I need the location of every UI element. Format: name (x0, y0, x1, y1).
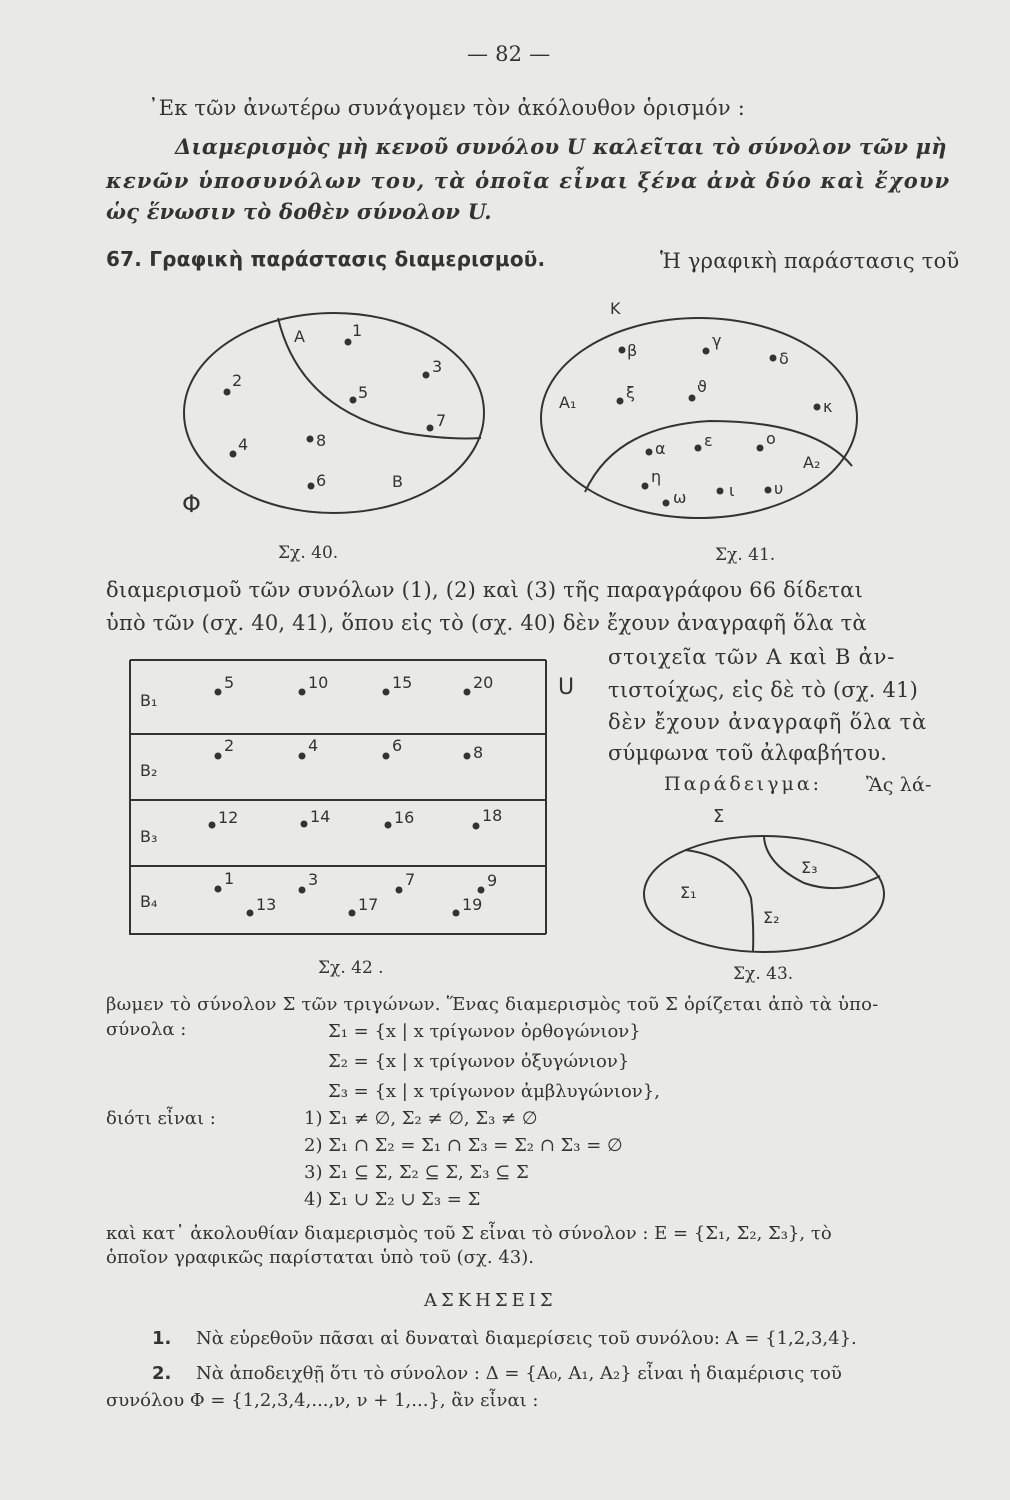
point-label-theta: ϑ (697, 377, 707, 396)
label-u: U (558, 675, 575, 700)
figure-42 (126, 652, 592, 942)
section-heading: 67. Γραφικὴ παράστασις διαμερισμοῦ. (106, 247, 546, 271)
label-b: B (392, 472, 403, 491)
conclusion-line-2: ὁποῖον γραφικῶς παρίσταται ὑπὸ τοῦ (σχ. 43). (106, 1247, 534, 1268)
exercise-2-text: Νὰ ἀποδειχθῇ ὅτι τὸ σύνολον : Δ = {A₀, A₁, A₂} εἶναι ἡ διαμέρισις τοῦ (196, 1363, 842, 1384)
point-label-1: 1 (352, 321, 363, 340)
label-a2: A₂ (803, 453, 821, 472)
conclusion-line-1: καὶ κατ᾿ ἀκολουθίαν διαμερισμὸς τοῦ Σ εἶναι τὸ σύνολον : E = {Σ₁, Σ₂, Σ₃}, τὸ (106, 1223, 832, 1244)
point-label-3: 3 (432, 357, 443, 376)
intro-line: ᾿Εκ τῶν ἀνωτέρω συνάγομεν τὸν ἀκόλουθον ὁρισμόν : (148, 96, 746, 120)
exercise-1-number: 1. (152, 1328, 172, 1349)
b2-point-4: 8 (473, 743, 484, 762)
label-b3: B₃ (140, 827, 158, 846)
b2-point-3: 6 (392, 736, 403, 755)
set-sigma3: Σ₃ = {x | x τρίγωνον ἀμβλυγώνιον}, (328, 1081, 660, 1102)
point-omega (663, 500, 670, 507)
set-sigma1: Σ₁ = {x | x τρίγωνον ὀρθογώνιον} (328, 1021, 641, 1042)
point-4 (230, 451, 237, 458)
para-right-1: στοιχεῖα τῶν Α καὶ Β ἀν- (608, 645, 896, 669)
definition-line-3: ὡς ἕνωσιν τὸ δοθὲν σύνολον U. (106, 199, 492, 224)
label-sigma1: Σ₁ (680, 883, 697, 902)
fig41-caption: Σχ. 41. (715, 545, 776, 565)
label-b4: B₄ (140, 892, 158, 911)
point-xi (617, 398, 624, 405)
b3-point-2: 14 (310, 807, 331, 826)
b4-point-6: 17 (358, 895, 379, 914)
definition-line-2: κενῶν ὑποσυνόλων του, τὰ ὁποῖα εἶναι ξένα ἀνὰ δύο καὶ ἔχουν (106, 168, 951, 193)
point-epsilon (695, 445, 702, 452)
fig43-caption: Σχ. 43. (733, 964, 794, 984)
label-sigma: Σ (713, 806, 725, 827)
para-right-2: τιστοίχως, εἰς δὲ τὸ (σχ. 41) (608, 678, 919, 702)
point-label-iota: ι (729, 481, 735, 500)
fig42-caption: Σχ. 42 . (318, 958, 384, 978)
point-delta (770, 355, 777, 362)
point-label-2: 2 (232, 371, 243, 390)
example-label: Παράδειγμα: (664, 773, 823, 795)
definition-line-1: Διαμερισμὸς μὴ κενοῦ συνόλου U καλεῖται τὸ σύνολον τῶν μὴ (175, 134, 947, 159)
point-omicron (757, 445, 764, 452)
point-label-4: 4 (238, 435, 249, 454)
b1-point-3: 15 (392, 673, 413, 692)
point-alpha (646, 449, 653, 456)
point-beta (619, 347, 626, 354)
exercise-2-continuation: συνόλου Φ = {1,2,3,4,...,ν, ν + 1,...}, ἂν εἶναι : (106, 1390, 539, 1411)
partition-curve (278, 318, 481, 438)
point-label-delta: δ (779, 349, 789, 368)
label-a1: A₁ (559, 393, 577, 412)
b2-point-1: 2 (224, 736, 235, 755)
b1-point-4: 20 (473, 673, 494, 692)
para2-line-2: σύνολα : (106, 1019, 187, 1040)
page-number: — 82 — (467, 42, 551, 66)
point-label-eta: η (651, 467, 662, 486)
b4-point-3: 7 (405, 870, 416, 889)
point-label-omicron: ο (766, 429, 776, 448)
label-sigma3: Σ₃ (801, 858, 818, 877)
b4-point-5: 13 (256, 895, 277, 914)
section-text: Ἡ γραφικὴ παράστασις τοῦ (660, 249, 960, 273)
point-label-upsilon: υ (774, 479, 784, 498)
condition-3: 3) Σ₁ ⊆ Σ, Σ₂ ⊆ Σ, Σ₃ ⊆ Σ (304, 1162, 529, 1183)
exercise-1-text: Νὰ εὑρεθοῦν πᾶσαι αἱ δυναταὶ διαμερίσεις τοῦ συνόλου: A = {1,2,3,4}. (196, 1328, 857, 1349)
exercises-title: ΑΣΚΗΣΕΙΣ (424, 1290, 557, 1311)
partition-curve-1 (764, 837, 880, 888)
b1-point-2: 10 (308, 673, 329, 692)
point-label-xi: ξ (626, 383, 635, 402)
point-label-7: 7 (436, 411, 447, 430)
point-gamma (703, 348, 710, 355)
point-5 (350, 397, 357, 404)
point-1 (345, 339, 352, 346)
point-6 (308, 483, 315, 490)
b3-point-1: 12 (218, 808, 239, 827)
b4-point-2: 3 (308, 870, 319, 889)
label-phi: Φ (182, 490, 201, 518)
fig40-caption: Σχ. 40. (278, 543, 339, 563)
exercise-2-number: 2. (152, 1363, 172, 1384)
b4-point-4: 9 (487, 871, 498, 890)
point-theta (689, 395, 696, 402)
para-right-3: δὲν ἔχουν ἀναγραφῆ ὅλα τὰ (608, 710, 927, 734)
para2-line-1: βωμεν τὸ σύνολον Σ τῶν τριγώνων. Ἕνας διαμερισμὸς τοῦ Σ ὁρίζεται ἀπὸ τὰ ὑπο- (106, 994, 879, 1015)
label-a: A (294, 327, 305, 346)
set-sigma2: Σ₂ = {x | x τρίγωνον ὀξυγώνιον} (328, 1051, 630, 1072)
point-label-omega: ω (673, 488, 687, 507)
point-label-alpha: α (655, 439, 666, 458)
point-label-8: 8 (316, 431, 327, 450)
b2-point-2: 4 (308, 736, 319, 755)
figure-43 (636, 800, 896, 962)
b4-point-1: 1 (224, 869, 235, 888)
para-line-1: διαμερισμοῦ τῶν συνόλων (1), (2) καὶ (3) τῆς παραγράφου 66 δίδεται (106, 578, 863, 602)
b3-point-4: 18 (482, 806, 503, 825)
condition-2: 2) Σ₁ ∩ Σ₂ = Σ₁ ∩ Σ₃ = Σ₂ ∩ Σ₃ = ∅ (304, 1135, 623, 1156)
dioti-label: διότι εἶναι : (106, 1108, 216, 1129)
condition-1: 1) Σ₁ ≠ ∅, Σ₂ ≠ ∅, Σ₃ ≠ ∅ (304, 1108, 538, 1129)
point-iota (717, 488, 724, 495)
point-label-gamma: γ (712, 331, 722, 350)
para-line-2: ὑπὸ τῶν (σχ. 40, 41), ὅπου εἰς τὸ (σχ. 40) δὲν ἔχουν ἀναγραφῆ ὅλα τὰ (106, 611, 867, 635)
b1-point-1: 5 (224, 673, 235, 692)
point-label-beta: β (627, 341, 638, 360)
point-kappa (814, 404, 821, 411)
point-3 (423, 372, 430, 379)
point-eta (642, 483, 649, 490)
condition-4: 4) Σ₁ ∪ Σ₂ ∪ Σ₃ = Σ (304, 1189, 481, 1210)
b4-point-7: 19 (462, 895, 483, 914)
point-7 (427, 425, 434, 432)
point-8 (307, 436, 314, 443)
set-k-ellipse (541, 318, 857, 518)
point-label-epsilon: ε (704, 431, 713, 450)
example-start: Ἂς λά- (866, 774, 932, 796)
b3-point-3: 16 (394, 808, 415, 827)
point-2 (224, 389, 231, 396)
label-k: K (610, 299, 621, 318)
label-b1: B₁ (140, 691, 158, 710)
point-label-kappa: κ (823, 397, 833, 416)
label-b2: B₂ (140, 761, 158, 780)
point-label-5: 5 (358, 383, 369, 402)
para-right-4: σύμφωνα τοῦ ἀλφαβήτου. (608, 741, 888, 765)
label-sigma2: Σ₂ (763, 908, 780, 927)
point-upsilon (765, 487, 772, 494)
figure-41 (535, 296, 870, 531)
point-label-6: 6 (316, 471, 327, 490)
figure-40 (180, 300, 500, 530)
